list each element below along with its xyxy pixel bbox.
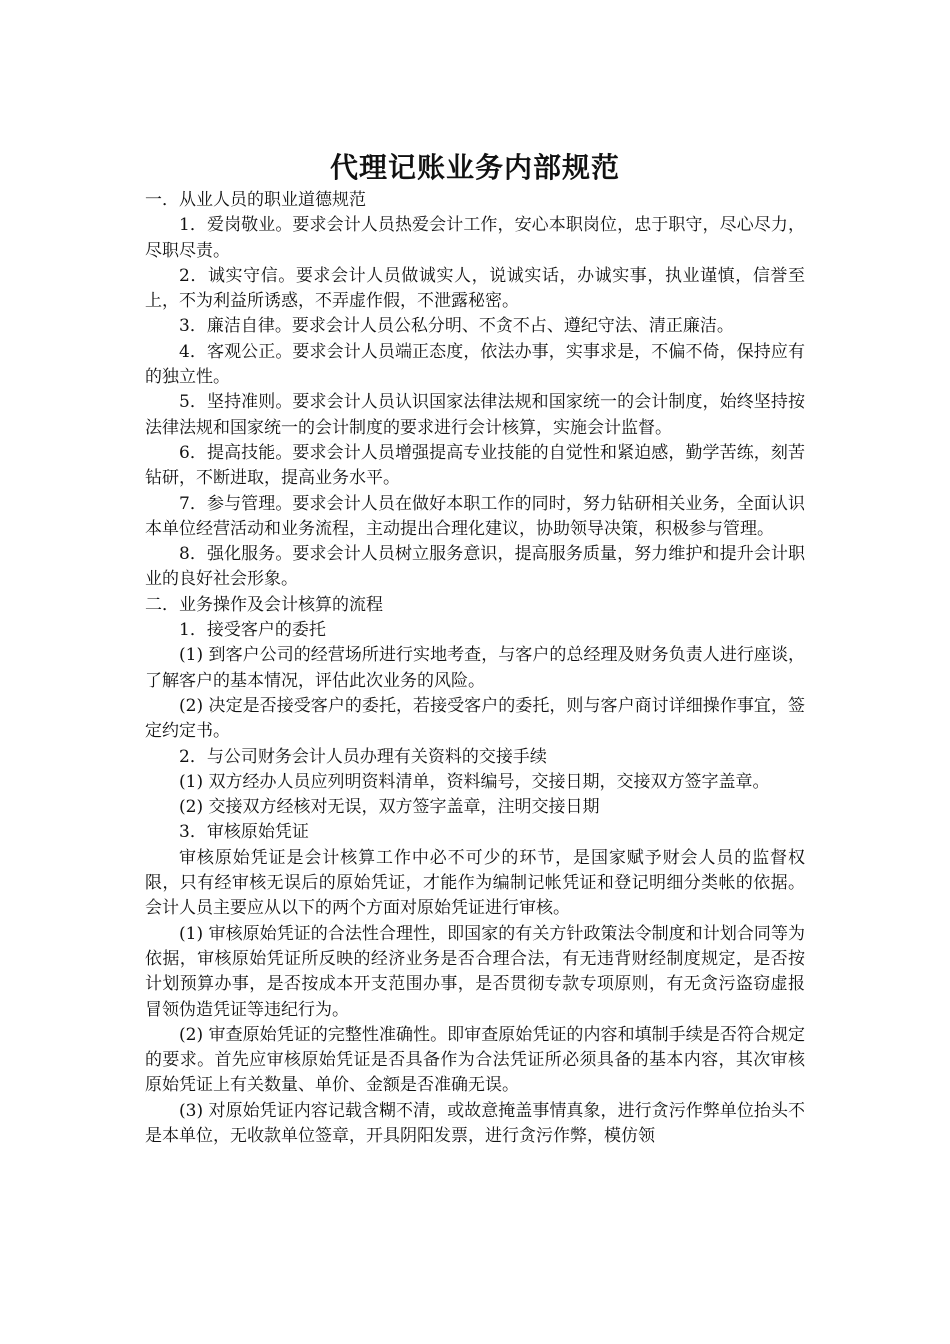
paragraph: 2．诚实守信。要求会计人员做诚实人，说诚实话，办诚实事，执业谨慎，信誉至上，不为利益所诱惑，不弄虚作假，不泄露秘密。 [145, 265, 805, 312]
paragraph: 6．提高技能。要求会计人员增强提高专业技能的自觉性和紧迫感，勤学苦练，刻苦钻研，不断进取，提高业务水平。 [145, 442, 805, 489]
paragraph: (1) 双方经办人员应列明资料清单，资料编号，交接日期，交接双方签字盖章。 [179, 771, 770, 792]
paragraph: (3) 对原始凭证内容记载含糊不清，或故意掩盖事情真象，进行贪污作弊单位抬头不是本单位，无收款单位签章，开具阴阳发票，进行贪污作弊，模仿领 [145, 1100, 805, 1146]
section-heading: 一．从业人员的职业道德规范 [145, 190, 366, 210]
section-heading: 二．业务操作及会计核算的流程 [145, 594, 383, 615]
paragraph: 1．爱岗敬业。要求会计人员热爱会计工作，安心本职岗位，忠于职守，尽心尽力，尽职尽责。 [145, 215, 805, 261]
paragraph: 2．与公司财务会计人员办理有关资料的交接手续 [179, 746, 547, 767]
paragraph: (2) 交接双方经核对无误，双方签字盖章，注明交接日期 [179, 797, 600, 818]
paragraph: 8．强化服务。要求会计人员树立服务意识，提高服务质量，努力维护和提升会计职业的良好社会形象。 [145, 544, 805, 590]
paragraph: (2) 审查原始凭证的完整性准确性。即审查原始凭证的内容和填制手续是否符合规定的要求。首先应审核原始凭证是否具备作为合法凭证所必须具备的基本内容，其次审核原始凭证上有关数量、单价、金额是否准确无误。 [145, 1024, 805, 1096]
paragraph: 3．廉洁自律。要求会计人员公私分明、不贪不占、遵纪守法、清正廉洁。 [179, 316, 734, 337]
paragraph: (2) 决定是否接受客户的委托，若接受客户的委托，则与客户商讨详细操作事宜，签定约定书。 [145, 695, 805, 742]
document-title: 代理记账业务内部规范 [329, 151, 620, 184]
paragraph: 审核原始凭证是会计核算工作中必不可少的环节，是国家赋予财会人员的监督权限，只有经审核无误后的原始凭证，才能作为编制记帐凭证和登记明细分类帐的依据。会计人员主要应从以下的两个方面对原始凭证进行审核。 [145, 847, 805, 919]
document-page [145, 148, 805, 1149]
paragraph: (1) 审核原始凭证的合法性合理性，即国家的有关方针政策法令制度和计划合同等为依据，审核原始凭证所反映的经济业务是否合理合法，有无违背财经制度规定，是否按计划预算办事，是否按成本开支范围办事，是否贯彻专款专项原则，有无贪污盗窃虚报冒领伪造凭证等违纪行为。 [145, 923, 805, 1020]
paragraph: 4．客观公正。要求会计人员端正态度，依法办事，实事求是，不偏不倚，保持应有的独立性。 [145, 341, 805, 388]
paragraph: 7．参与管理。要求会计人员在做好本职工作的同时，努力钻研相关业务，全面认识本单位经营活动和业务流程，主动提出合理化建议，协助领导决策，积极参与管理。 [145, 493, 805, 539]
paragraph: (1) 到客户公司的经营场所进行实地考查，与客户的总经理及财务负责人进行座谈，了解客户的基本情况，评估此次业务的风险。 [145, 645, 805, 691]
paragraph: 1．接受客户的委托 [179, 620, 326, 641]
paragraph: 3．审核原始凭证 [179, 822, 309, 843]
paragraph: 5．坚持准则。要求会计人员认识国家法律法规和国家统一的会计制度，始终坚持按法律法规和国家统一的会计制度的要求进行会计核算，实施会计监督。 [145, 392, 805, 438]
document-body [145, 188, 805, 1149]
